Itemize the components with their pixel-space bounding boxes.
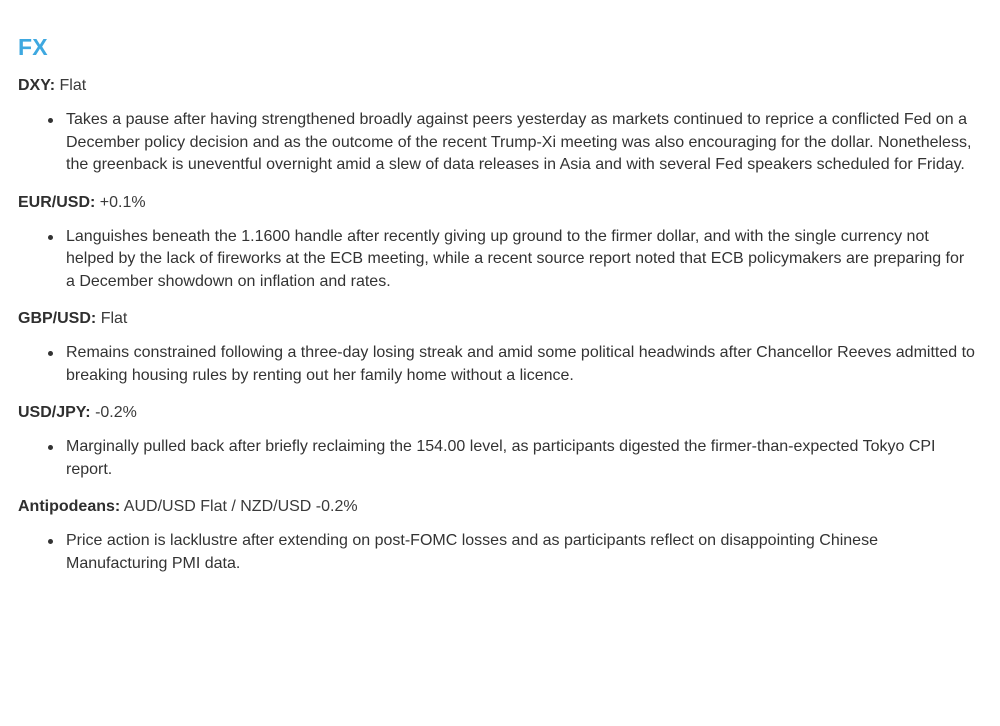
- pair-label: GBP/USD:: [18, 310, 97, 327]
- pair-change: Flat: [100, 310, 128, 327]
- pair-block-eurusd: [18, 193, 982, 294]
- pair-heading: [18, 193, 982, 213]
- bullet-list: [18, 109, 982, 177]
- pair-block-dxy: [18, 76, 982, 177]
- bullet-list: [18, 530, 982, 575]
- pair-label: EUR/USD:: [18, 193, 96, 211]
- pair-block-gbpusd: [18, 309, 982, 387]
- pair-label: USD/JPY:: [18, 404, 91, 421]
- section-title: FX: [18, 34, 48, 60]
- bullet-item: [66, 109, 982, 177]
- bullet-item: [66, 530, 982, 575]
- pair-block-usdjpy: [18, 403, 982, 481]
- pair-block-antipodeans: [18, 497, 982, 575]
- bullet-text: Remains constrained following a three-day losing streak and amid some political headwinds after Chancellor Reeves admitted to breaking housing rules by renting out her family home without a licence.: [66, 344, 975, 384]
- bullet-item: [66, 342, 982, 387]
- bullet-text: Price action is lacklustre after extending on post-FOMC losses and as participants reflect on disappointing Chinese Manufacturing PMI data.: [66, 532, 878, 572]
- bullet-text: Languishes beneath the 1.1600 handle after recently giving up ground to the firmer dollar, and with the single currency not helped by the lack of fireworks at the ECB meeting, while a recent source report noted that ECB policymakers are preparing for a December showdown on inflation and rates.: [66, 227, 965, 290]
- pair-heading: [18, 76, 982, 96]
- bullet-item: [66, 436, 982, 481]
- pair-change: Flat: [59, 77, 87, 94]
- bullet-list: [18, 436, 982, 481]
- bullet-dot-icon: [48, 351, 53, 356]
- bullet-item: [66, 226, 982, 294]
- bullet-list: [18, 226, 982, 294]
- bullet-dot-icon: [48, 445, 53, 450]
- pair-change: -0.2%: [95, 404, 137, 421]
- pair-label: Antipodeans:: [18, 498, 121, 515]
- bullet-text: Takes a pause after having strengthened broadly against peers yesterday as markets continued to reprice a conflicted Fed on a December policy decision and as the outcome of the recent Trump-Xi meeting was also encouraging for the dollar. Nonetheless, the greenback is uneventful overnight amid a slew of data releases in Asia and with several Fed speakers scheduled for Friday.: [66, 111, 972, 173]
- pair-label: DXY:: [18, 77, 56, 94]
- bullet-dot-icon: [48, 118, 53, 123]
- bullet-dot-icon: [48, 235, 53, 240]
- pair-heading: [18, 403, 982, 423]
- pair-change: +0.1%: [99, 193, 146, 211]
- pair-heading: [18, 497, 982, 517]
- bullet-list: [18, 342, 982, 387]
- pair-heading: [18, 309, 982, 329]
- bullet-dot-icon: [48, 539, 53, 544]
- pair-change: AUD/USD Flat / NZD/USD -0.2%: [123, 498, 358, 515]
- bullet-text: Marginally pulled back after briefly reclaiming the 154.00 level, as participants digested the firmer-than-expected Tokyo CPI report.: [66, 438, 936, 478]
